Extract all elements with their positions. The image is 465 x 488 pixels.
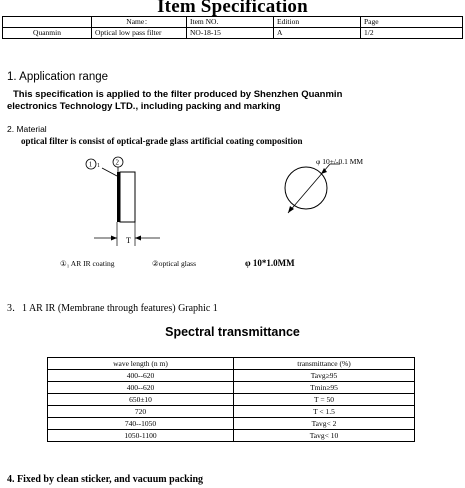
table-row bbox=[48, 394, 415, 406]
header-cell-edition: Edition bbox=[274, 17, 361, 28]
transmittance-cell: Tavg≥95 bbox=[234, 370, 415, 382]
table-header-row bbox=[48, 358, 415, 370]
filter-outline bbox=[285, 167, 327, 209]
wavelength-cell: 650±10 bbox=[48, 394, 234, 406]
section-1-line-1: This specification is applied to the filter produced by Shenzhen Quanmin bbox=[13, 89, 343, 100]
header-cell-name: Name： bbox=[92, 17, 187, 28]
header-value-edition: A bbox=[274, 28, 361, 39]
header-value-name: Optical low pass filter bbox=[92, 28, 187, 39]
header-value-item-no: NO-18-15 bbox=[187, 28, 274, 39]
table-row bbox=[48, 418, 415, 430]
wavelength-cell: 1050-1100 bbox=[48, 430, 234, 442]
filter-front-view-diagram bbox=[268, 158, 368, 228]
table-row bbox=[48, 406, 415, 418]
marker-1-label: 1 bbox=[88, 160, 93, 169]
header-value-page: 1/2 bbox=[361, 28, 463, 39]
table-row bbox=[48, 382, 415, 394]
filter-side-view-diagram bbox=[80, 148, 180, 248]
header-value-company: Quanmin bbox=[3, 28, 92, 39]
spectral-table bbox=[47, 357, 415, 442]
header-row bbox=[3, 17, 463, 28]
section-4-heading: 4. Fixed by clean sticker, and vacuum packing bbox=[7, 474, 204, 485]
filter-size-label: φ 10*1.0MM bbox=[245, 258, 295, 268]
column-header-transmittance: transmittance (%) bbox=[234, 358, 415, 370]
transmittance-cell: Tmin≥95 bbox=[234, 382, 415, 394]
transmittance-cell: T < 1.5 bbox=[234, 406, 415, 418]
legend-ar-ir-coating: ①₁ AR IR coating bbox=[60, 259, 115, 268]
glass-body bbox=[120, 172, 135, 222]
header-cell bbox=[3, 17, 92, 28]
spectral-transmittance-title: Spectral transmittance bbox=[165, 325, 300, 339]
marker-1-sub: 1 bbox=[97, 163, 100, 169]
section-3-heading: 3．1 AR IR (Membrane through features) Graphic 1 bbox=[7, 303, 218, 314]
document-title: Item Specification bbox=[157, 0, 308, 17]
wavelength-cell: 720 bbox=[48, 406, 234, 418]
marker-2-label: 2 bbox=[115, 158, 119, 167]
wavelength-cell: 740--1050 bbox=[48, 418, 234, 430]
header-cell-item-no: Item NO. bbox=[187, 17, 274, 28]
transmittance-cell: Tavg< 10 bbox=[234, 430, 415, 442]
header-row bbox=[3, 28, 463, 39]
table-row bbox=[48, 370, 415, 382]
column-header-wavelength: wave length (n m) bbox=[48, 358, 234, 370]
section-1-line-2: electronics Technology LTD., including packing and marking bbox=[7, 101, 281, 112]
section-2-heading: 2. Material bbox=[7, 124, 47, 134]
transmittance-cell: T = 50 bbox=[234, 394, 415, 406]
section-1-heading: 1. Application range bbox=[7, 71, 109, 83]
thickness-label: T bbox=[126, 236, 131, 245]
wavelength-cell: 400--620 bbox=[48, 382, 234, 394]
transmittance-cell: Tavg< 2 bbox=[234, 418, 415, 430]
wavelength-cell: 400--620 bbox=[48, 370, 234, 382]
marker-1-leader bbox=[102, 168, 117, 176]
section-2-text: optical filter is consist of optical-grade glass artificial coating composition bbox=[21, 136, 303, 146]
header-table bbox=[2, 16, 463, 39]
diameter-label: φ 10+/-0.1 MM bbox=[316, 157, 364, 166]
legend-optical-glass: ②optical glass bbox=[152, 259, 197, 268]
table-row bbox=[48, 430, 415, 442]
header-cell-page: Page bbox=[361, 17, 463, 28]
